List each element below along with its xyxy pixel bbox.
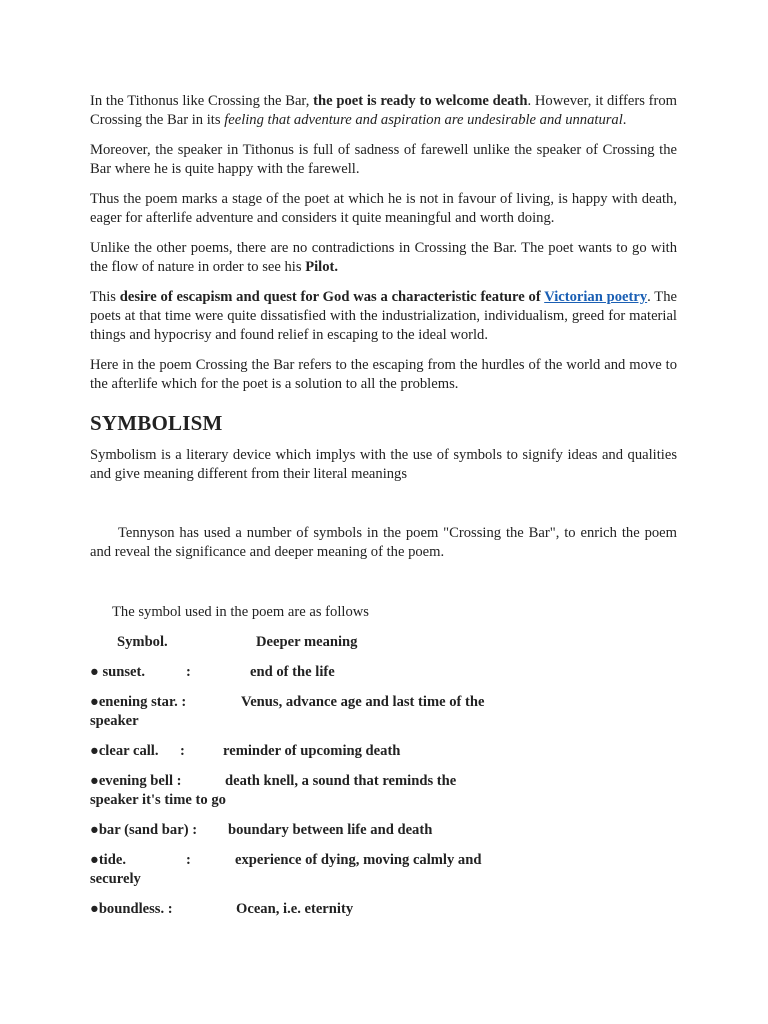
paragraph-victorian-escapism — [90, 288, 677, 345]
symbol-meaning: death knell, a sound that reminds the — [225, 773, 457, 789]
section-heading-symbolism: SYMBOLISM — [90, 411, 223, 435]
symbol-meaning-continued: speaker — [90, 713, 139, 729]
symbol-row-sand-bar — [90, 821, 677, 840]
symbol-term: ●clear call. — [90, 743, 159, 759]
paragraph-poet-stage: Thus the poem marks a stage of the poet at which he is not in favour of living, is happy with death, eager for afterlife adventure and considers it quite meaningful and worth doing. — [90, 191, 677, 226]
paragraph-symbolism-definition: Symbolism is a literary device which implys with the use of symbols to signify ideas and qualities and give meaning different from their literal meanings — [90, 447, 677, 482]
bold-text-run: the poet is ready to welcome death — [313, 93, 528, 109]
symbol-meaning-continued: speaker it's time to go — [90, 792, 226, 808]
symbol-term: ●tide. — [90, 852, 126, 868]
symbol-table-header — [90, 633, 677, 652]
symbol-term: ● sunset. — [90, 664, 146, 680]
symbol-term: ●boundless. : — [90, 901, 173, 917]
column-header-symbol: Symbol. — [117, 634, 168, 650]
symbol-meaning: reminder of upcoming death — [223, 743, 401, 759]
symbol-row-clear-call — [90, 742, 677, 761]
symbol-colon: : — [186, 852, 191, 868]
text-run: Unlike the other poems, there are no contradictions in Crossing the Bar. The poet wants to go with the flow of nature in order to see his — [90, 240, 677, 275]
symbol-meaning: boundary between life and death — [228, 822, 433, 838]
symbol-row-sunset — [90, 663, 677, 682]
symbol-row-boundless — [90, 900, 677, 919]
paragraph-tennyson-symbols: Tennyson has used a number of symbols in the poem "Crossing the Bar", to enrich the poem and reveal the significance and deeper meaning of the poem. — [90, 525, 677, 560]
paragraph-no-contradictions — [90, 239, 677, 277]
symbol-meaning: Venus, advance age and last time of the — [241, 694, 485, 710]
symbol-list-intro: The symbol used in the poem are as follows — [112, 604, 369, 620]
paragraph-escaping-hurdles: Here in the poem Crossing the Bar refers to the escaping from the hurdles of the world and move to the afterlife which for the poet is a solution to all the problems. — [90, 357, 677, 392]
column-header-meaning: Deeper meaning — [256, 634, 358, 650]
text-run: . However, it differs from Crossing the Bar in its — [90, 93, 677, 128]
bold-text-run: desire of escapism and quest for God was a characteristic feature of — [119, 289, 545, 305]
document-page — [90, 92, 677, 919]
paragraph-speaker-sadness: Moreover, the speaker in Tithonus is full of sadness of farewell unlike the speaker of Crossing the Bar where he is quite happy with the farewell. — [90, 142, 677, 177]
symbol-meaning-continued: securely — [90, 871, 141, 887]
text-run: In the Tithonus like Crossing the Bar, — [90, 93, 314, 109]
symbol-meaning: end of the life — [250, 664, 335, 680]
symbol-term: ●evening bell : — [90, 773, 182, 789]
symbol-colon: : — [180, 743, 185, 759]
text-run: This — [90, 289, 120, 305]
text-run: . — [622, 112, 627, 128]
symbol-term: ●enening star. : — [90, 694, 187, 710]
symbol-row-evening-star — [90, 693, 677, 731]
symbol-row-tide — [90, 851, 677, 889]
symbol-meaning: experience of dying, moving calmly and — [235, 852, 482, 868]
text-run: . The poets at that time were quite dissatisfied with the industrialization, individualism, greed for material things and hypocrisy and found relief in escaping to the ideal world. — [90, 289, 677, 343]
symbol-term: ●bar (sand bar) : — [90, 822, 198, 838]
symbol-row-evening-bell — [90, 772, 677, 810]
italic-text-run: feeling that adventure and aspiration are undesirable and unnatural — [224, 112, 623, 128]
bold-text-run: Pilot. — [305, 259, 339, 275]
paragraph-tithonus-comparison — [90, 92, 677, 130]
symbol-meaning: Ocean, i.e. eternity — [236, 901, 354, 917]
victorian-poetry-link[interactable]: Victorian poetry — [544, 289, 648, 305]
symbol-colon: : — [186, 664, 191, 680]
